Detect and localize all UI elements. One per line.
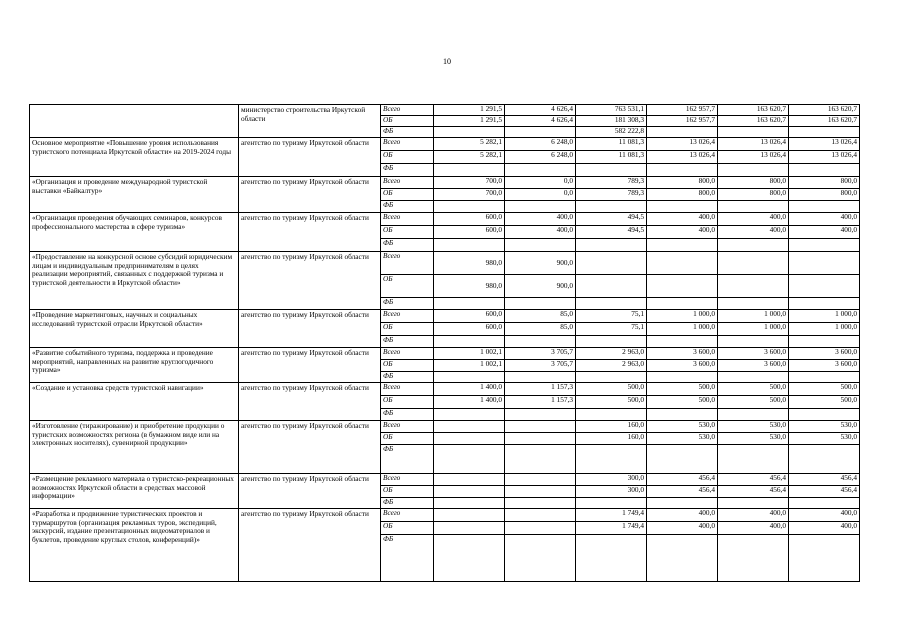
amount-cell: 400,0 bbox=[647, 509, 718, 522]
amount-cell: 2 963,0 bbox=[576, 348, 647, 360]
amount-cell: 1 157,3 bbox=[505, 383, 576, 396]
amount-cell: 600,0 bbox=[434, 310, 505, 323]
amount-cell bbox=[434, 474, 505, 486]
funding-source: Всего bbox=[381, 348, 434, 360]
amount-cell bbox=[789, 535, 860, 582]
amount-cell bbox=[789, 275, 860, 298]
funding-source: ОБ bbox=[381, 189, 434, 201]
amount-cell bbox=[505, 433, 576, 445]
amount-cell: 1 000,0 bbox=[718, 323, 789, 336]
amount-cell: 789,3 bbox=[576, 189, 647, 201]
funding-source: ОБ bbox=[381, 433, 434, 445]
amount-cell: 600,0 bbox=[434, 226, 505, 239]
amount-cell bbox=[434, 298, 505, 310]
funding-source: ФБ bbox=[381, 372, 434, 383]
amount-cell bbox=[434, 409, 505, 421]
event-name: «Размещение рекламного материала о туристско-рекреационных возможностях Иркутской области в средствах массовой информации» bbox=[30, 474, 239, 509]
amount-cell: 494,5 bbox=[576, 213, 647, 226]
amount-cell: 1 291,5 bbox=[434, 116, 505, 127]
amount-cell bbox=[505, 239, 576, 252]
event-name: Основное мероприятие «Повышение уровня использования туристского потенциала Иркутской области» на 2019-2024 годы bbox=[30, 138, 239, 177]
funding-source: ФБ bbox=[381, 298, 434, 310]
amount-cell: 530,0 bbox=[789, 433, 860, 445]
table-row bbox=[30, 213, 860, 226]
funding-source: Всего bbox=[381, 213, 434, 226]
page-number: 10 bbox=[443, 57, 451, 66]
amount-cell bbox=[718, 164, 789, 177]
amount-cell: 4 626,4 bbox=[505, 116, 576, 127]
amount-cell bbox=[718, 239, 789, 252]
funding-source: ОБ bbox=[381, 116, 434, 127]
amount-cell: 75,1 bbox=[576, 323, 647, 336]
amount-cell: 800,0 bbox=[718, 177, 789, 189]
amount-cell bbox=[505, 486, 576, 498]
amount-cell: 530,0 bbox=[647, 433, 718, 445]
amount-cell: 763 531,1 bbox=[576, 105, 647, 116]
amount-cell: 400,0 bbox=[789, 213, 860, 226]
amount-cell bbox=[434, 445, 505, 474]
amount-cell bbox=[576, 336, 647, 348]
amount-cell: 400,0 bbox=[505, 226, 576, 239]
amount-cell: 0,0 bbox=[505, 177, 576, 189]
amount-cell: 500,0 bbox=[576, 396, 647, 409]
amount-cell: 494,5 bbox=[576, 226, 647, 239]
amount-cell: 400,0 bbox=[789, 522, 860, 535]
amount-cell bbox=[434, 336, 505, 348]
funding-source: ФБ bbox=[381, 127, 434, 138]
amount-cell bbox=[647, 275, 718, 298]
amount-cell: 2 963,0 bbox=[576, 360, 647, 372]
responsible-executor: агентство по туризму Иркутской области bbox=[239, 421, 381, 474]
amount-cell bbox=[789, 127, 860, 138]
amount-cell: 400,0 bbox=[718, 522, 789, 535]
amount-cell: 13 026,4 bbox=[718, 138, 789, 151]
amount-cell bbox=[505, 164, 576, 177]
table-row bbox=[30, 177, 860, 189]
amount-cell bbox=[647, 164, 718, 177]
amount-cell: 163 620,7 bbox=[789, 105, 860, 116]
funding-source: Всего bbox=[381, 474, 434, 486]
amount-cell: 1 291,5 bbox=[434, 105, 505, 116]
funding-source: ФБ bbox=[381, 239, 434, 252]
amount-cell bbox=[434, 535, 505, 582]
amount-cell: 530,0 bbox=[647, 421, 718, 433]
amount-cell bbox=[647, 445, 718, 474]
amount-cell bbox=[718, 409, 789, 421]
amount-cell: 800,0 bbox=[789, 177, 860, 189]
funding-source: Всего bbox=[381, 252, 434, 275]
amount-cell: 162 957,7 bbox=[647, 105, 718, 116]
amount-cell bbox=[434, 509, 505, 522]
amount-cell: 3 600,0 bbox=[718, 360, 789, 372]
event-name bbox=[30, 105, 239, 138]
amount-cell bbox=[505, 522, 576, 535]
amount-cell bbox=[718, 498, 789, 509]
amount-cell bbox=[505, 372, 576, 383]
amount-cell: 700,0 bbox=[434, 177, 505, 189]
responsible-executor: агентство по туризму Иркутской области bbox=[239, 213, 381, 252]
amount-cell: 162 957,7 bbox=[647, 116, 718, 127]
funding-source: ОБ bbox=[381, 151, 434, 164]
amount-cell bbox=[718, 372, 789, 383]
event-name: «Предоставление на конкурсной основе субсидий юридическим лицам и индивидуальным предпринимателям в целях реализации мероприятий, связанных с поддержкой туризма и туристской деятельности в Иркутской области» bbox=[30, 252, 239, 310]
amount-cell: 160,0 bbox=[576, 421, 647, 433]
amount-cell bbox=[434, 522, 505, 535]
amount-cell: 800,0 bbox=[647, 189, 718, 201]
amount-cell: 3 600,0 bbox=[647, 348, 718, 360]
amount-cell: 5 282,1 bbox=[434, 138, 505, 151]
amount-cell: 13 026,4 bbox=[718, 151, 789, 164]
funding-source: ОБ bbox=[381, 486, 434, 498]
funding-source: ФБ bbox=[381, 409, 434, 421]
funding-source: Всего bbox=[381, 509, 434, 522]
amount-cell: 1 749,4 bbox=[576, 522, 647, 535]
table-row bbox=[30, 105, 860, 116]
funding-source: ОБ bbox=[381, 522, 434, 535]
amount-cell bbox=[576, 252, 647, 275]
amount-cell bbox=[505, 421, 576, 433]
amount-cell: 3 600,0 bbox=[789, 360, 860, 372]
amount-cell: 1 000,0 bbox=[647, 310, 718, 323]
amount-cell: 1 002,1 bbox=[434, 360, 505, 372]
amount-cell: 6 248,0 bbox=[505, 138, 576, 151]
amount-cell: 530,0 bbox=[718, 421, 789, 433]
amount-cell bbox=[789, 298, 860, 310]
amount-cell: 13 026,4 bbox=[789, 151, 860, 164]
amount-cell: 400,0 bbox=[718, 226, 789, 239]
amount-cell: 400,0 bbox=[505, 213, 576, 226]
amount-cell: 500,0 bbox=[718, 383, 789, 396]
amount-cell: 500,0 bbox=[647, 383, 718, 396]
amount-cell bbox=[789, 498, 860, 509]
amount-cell bbox=[647, 239, 718, 252]
amount-cell bbox=[789, 239, 860, 252]
amount-cell bbox=[576, 164, 647, 177]
funding-source: ОБ bbox=[381, 323, 434, 336]
amount-cell bbox=[718, 275, 789, 298]
amount-cell: 456,4 bbox=[789, 486, 860, 498]
amount-cell: 163 620,7 bbox=[718, 116, 789, 127]
amount-cell bbox=[647, 201, 718, 213]
responsible-executor: агентство по туризму Иркутской области bbox=[239, 348, 381, 383]
table-row bbox=[30, 310, 860, 323]
amount-cell: 456,4 bbox=[647, 474, 718, 486]
responsible-executor: агентство по туризму Иркутской области bbox=[239, 509, 381, 582]
funding-source: ФБ bbox=[381, 445, 434, 474]
amount-cell: 456,4 bbox=[789, 474, 860, 486]
responsible-executor: агентство по туризму Иркутской области bbox=[239, 138, 381, 177]
amount-cell: 6 248,0 bbox=[505, 151, 576, 164]
amount-cell: 400,0 bbox=[647, 213, 718, 226]
amount-cell bbox=[434, 164, 505, 177]
amount-cell bbox=[789, 164, 860, 177]
amount-cell bbox=[576, 445, 647, 474]
amount-cell: 13 026,4 bbox=[647, 151, 718, 164]
amount-cell: 1 749,4 bbox=[576, 509, 647, 522]
table-body bbox=[30, 105, 860, 582]
funding-source: ОБ bbox=[381, 360, 434, 372]
funding-source: ОБ bbox=[381, 226, 434, 239]
responsible-executor: агентство по туризму Иркутской области bbox=[239, 310, 381, 348]
funding-source: ФБ bbox=[381, 336, 434, 348]
amount-cell bbox=[647, 372, 718, 383]
amount-cell: 3 600,0 bbox=[718, 348, 789, 360]
amount-cell bbox=[505, 336, 576, 348]
funding-source: ФБ bbox=[381, 201, 434, 213]
event-name: «Организация проведения обучающих семинаров, конкурсов профессионального мастерства в сфере туризма» bbox=[30, 213, 239, 252]
amount-cell bbox=[576, 298, 647, 310]
amount-cell: 800,0 bbox=[647, 177, 718, 189]
amount-cell: 900,0 bbox=[505, 252, 576, 275]
amount-cell bbox=[505, 498, 576, 509]
funding-source: ФБ bbox=[381, 164, 434, 177]
amount-cell bbox=[647, 409, 718, 421]
amount-cell bbox=[789, 372, 860, 383]
amount-cell: 980,0 bbox=[434, 275, 505, 298]
amount-cell: 600,0 bbox=[434, 323, 505, 336]
amount-cell: 980,0 bbox=[434, 252, 505, 275]
amount-cell: 3 705,7 bbox=[505, 360, 576, 372]
amount-cell: 13 026,4 bbox=[647, 138, 718, 151]
amount-cell bbox=[505, 474, 576, 486]
amount-cell: 1 000,0 bbox=[789, 310, 860, 323]
amount-cell: 5 282,1 bbox=[434, 151, 505, 164]
budget-table bbox=[29, 104, 860, 582]
amount-cell: 1 000,0 bbox=[718, 310, 789, 323]
amount-cell: 800,0 bbox=[789, 189, 860, 201]
event-name: «Развитие событийного туризма, поддержка и проведение мероприятий, направленных на развитие круглогодичного туризма» bbox=[30, 348, 239, 383]
amount-cell bbox=[789, 336, 860, 348]
funding-source: Всего bbox=[381, 177, 434, 189]
table-row bbox=[30, 421, 860, 433]
responsible-executor: агентство по туризму Иркутской области bbox=[239, 383, 381, 421]
amount-cell: 900,0 bbox=[505, 275, 576, 298]
amount-cell bbox=[505, 535, 576, 582]
amount-cell bbox=[718, 535, 789, 582]
amount-cell: 700,0 bbox=[434, 189, 505, 201]
amount-cell: 163 620,7 bbox=[789, 116, 860, 127]
amount-cell bbox=[718, 445, 789, 474]
amount-cell: 160,0 bbox=[576, 433, 647, 445]
table-row bbox=[30, 383, 860, 396]
amount-cell bbox=[647, 252, 718, 275]
amount-cell: 456,4 bbox=[647, 486, 718, 498]
amount-cell bbox=[718, 201, 789, 213]
amount-cell: 3 600,0 bbox=[647, 360, 718, 372]
amount-cell bbox=[718, 336, 789, 348]
amount-cell: 500,0 bbox=[789, 383, 860, 396]
amount-cell: 11 081,3 bbox=[576, 138, 647, 151]
amount-cell: 1 400,0 bbox=[434, 383, 505, 396]
responsible-executor: агентство по туризму Иркутской области bbox=[239, 474, 381, 509]
amount-cell: 1 400,0 bbox=[434, 396, 505, 409]
funding-source: ФБ bbox=[381, 498, 434, 509]
amount-cell bbox=[576, 535, 647, 582]
amount-cell: 300,0 bbox=[576, 486, 647, 498]
amount-cell bbox=[718, 252, 789, 275]
amount-cell bbox=[434, 421, 505, 433]
funding-source: ОБ bbox=[381, 275, 434, 298]
amount-cell: 500,0 bbox=[789, 396, 860, 409]
amount-cell bbox=[647, 498, 718, 509]
amount-cell bbox=[505, 127, 576, 138]
funding-source: ФБ bbox=[381, 535, 434, 582]
responsible-executor: агентство по туризму Иркутской области bbox=[239, 252, 381, 310]
amount-cell: 11 081,3 bbox=[576, 151, 647, 164]
table-row bbox=[30, 509, 860, 522]
amount-cell: 800,0 bbox=[718, 189, 789, 201]
amount-cell bbox=[647, 298, 718, 310]
amount-cell bbox=[576, 275, 647, 298]
amount-cell bbox=[576, 372, 647, 383]
amount-cell bbox=[505, 298, 576, 310]
amount-cell: 3 705,7 bbox=[505, 348, 576, 360]
amount-cell: 600,0 bbox=[434, 213, 505, 226]
amount-cell bbox=[789, 445, 860, 474]
amount-cell bbox=[647, 535, 718, 582]
amount-cell bbox=[434, 486, 505, 498]
amount-cell: 181 308,3 bbox=[576, 116, 647, 127]
responsible-executor: министерство строительства Иркутской области bbox=[239, 105, 381, 138]
amount-cell bbox=[434, 498, 505, 509]
amount-cell: 400,0 bbox=[789, 509, 860, 522]
amount-cell: 500,0 bbox=[576, 383, 647, 396]
table-row bbox=[30, 138, 860, 151]
funding-source: Всего bbox=[381, 421, 434, 433]
amount-cell: 400,0 bbox=[718, 509, 789, 522]
amount-cell: 456,4 bbox=[718, 474, 789, 486]
funding-source: ОБ bbox=[381, 396, 434, 409]
amount-cell: 4 626,4 bbox=[505, 105, 576, 116]
amount-cell: 1 000,0 bbox=[789, 323, 860, 336]
amount-cell: 1 002,1 bbox=[434, 348, 505, 360]
amount-cell: 456,4 bbox=[718, 486, 789, 498]
amount-cell: 0,0 bbox=[505, 189, 576, 201]
amount-cell bbox=[434, 201, 505, 213]
amount-cell bbox=[789, 252, 860, 275]
event-name: «Создание и установка средств туристской навигации» bbox=[30, 383, 239, 421]
amount-cell: 400,0 bbox=[789, 226, 860, 239]
amount-cell: 582 222,8 bbox=[576, 127, 647, 138]
amount-cell: 400,0 bbox=[718, 213, 789, 226]
amount-cell bbox=[789, 201, 860, 213]
amount-cell: 1 000,0 bbox=[647, 323, 718, 336]
amount-cell: 500,0 bbox=[718, 396, 789, 409]
amount-cell: 3 600,0 bbox=[789, 348, 860, 360]
amount-cell bbox=[576, 409, 647, 421]
amount-cell bbox=[718, 127, 789, 138]
amount-cell bbox=[505, 509, 576, 522]
funding-source: Всего bbox=[381, 383, 434, 396]
amount-cell: 163 620,7 bbox=[718, 105, 789, 116]
amount-cell bbox=[434, 239, 505, 252]
amount-cell: 500,0 bbox=[647, 396, 718, 409]
amount-cell bbox=[576, 498, 647, 509]
amount-cell: 789,3 bbox=[576, 177, 647, 189]
amount-cell bbox=[576, 239, 647, 252]
funding-source: Всего bbox=[381, 138, 434, 151]
table-row bbox=[30, 474, 860, 486]
amount-cell bbox=[647, 127, 718, 138]
amount-cell bbox=[434, 433, 505, 445]
amount-cell: 530,0 bbox=[718, 433, 789, 445]
amount-cell: 400,0 bbox=[647, 226, 718, 239]
table-row bbox=[30, 348, 860, 360]
amount-cell: 1 157,3 bbox=[505, 396, 576, 409]
table-row bbox=[30, 252, 860, 275]
event-name: «Разработка и продвижение туристических проектов и турмаршрутов (организация рекламных туров, экспедиций, экскурсий, издание презентационных видеоматериалов и буклетов, проведение круглых столов, конференций)» bbox=[30, 509, 239, 582]
responsible-executor: агентство по туризму Иркутской области bbox=[239, 177, 381, 213]
amount-cell: 85,0 bbox=[505, 310, 576, 323]
funding-source: Всего bbox=[381, 310, 434, 323]
event-name: «Организация и проведение международной туристской выставки «Байкалтур» bbox=[30, 177, 239, 213]
amount-cell: 530,0 bbox=[789, 421, 860, 433]
amount-cell: 75,1 bbox=[576, 310, 647, 323]
amount-cell bbox=[718, 298, 789, 310]
event-name: «Проведение маркетинговых, научных и социальных исследований туристской отрасли Иркутской области» bbox=[30, 310, 239, 348]
amount-cell bbox=[576, 201, 647, 213]
amount-cell: 85,0 bbox=[505, 323, 576, 336]
amount-cell bbox=[505, 409, 576, 421]
amount-cell bbox=[434, 372, 505, 383]
amount-cell bbox=[505, 201, 576, 213]
amount-cell: 13 026,4 bbox=[789, 138, 860, 151]
amount-cell: 400,0 bbox=[647, 522, 718, 535]
amount-cell bbox=[434, 127, 505, 138]
amount-cell bbox=[647, 336, 718, 348]
amount-cell bbox=[789, 409, 860, 421]
amount-cell: 300,0 bbox=[576, 474, 647, 486]
event-name: «Изготовление (тиражирование) и приобретение продукции о туристских возможностях региона (в бумажном виде или на электронных носителях), сувенирной продукции» bbox=[30, 421, 239, 474]
amount-cell bbox=[505, 445, 576, 474]
funding-source: Всего bbox=[381, 105, 434, 116]
